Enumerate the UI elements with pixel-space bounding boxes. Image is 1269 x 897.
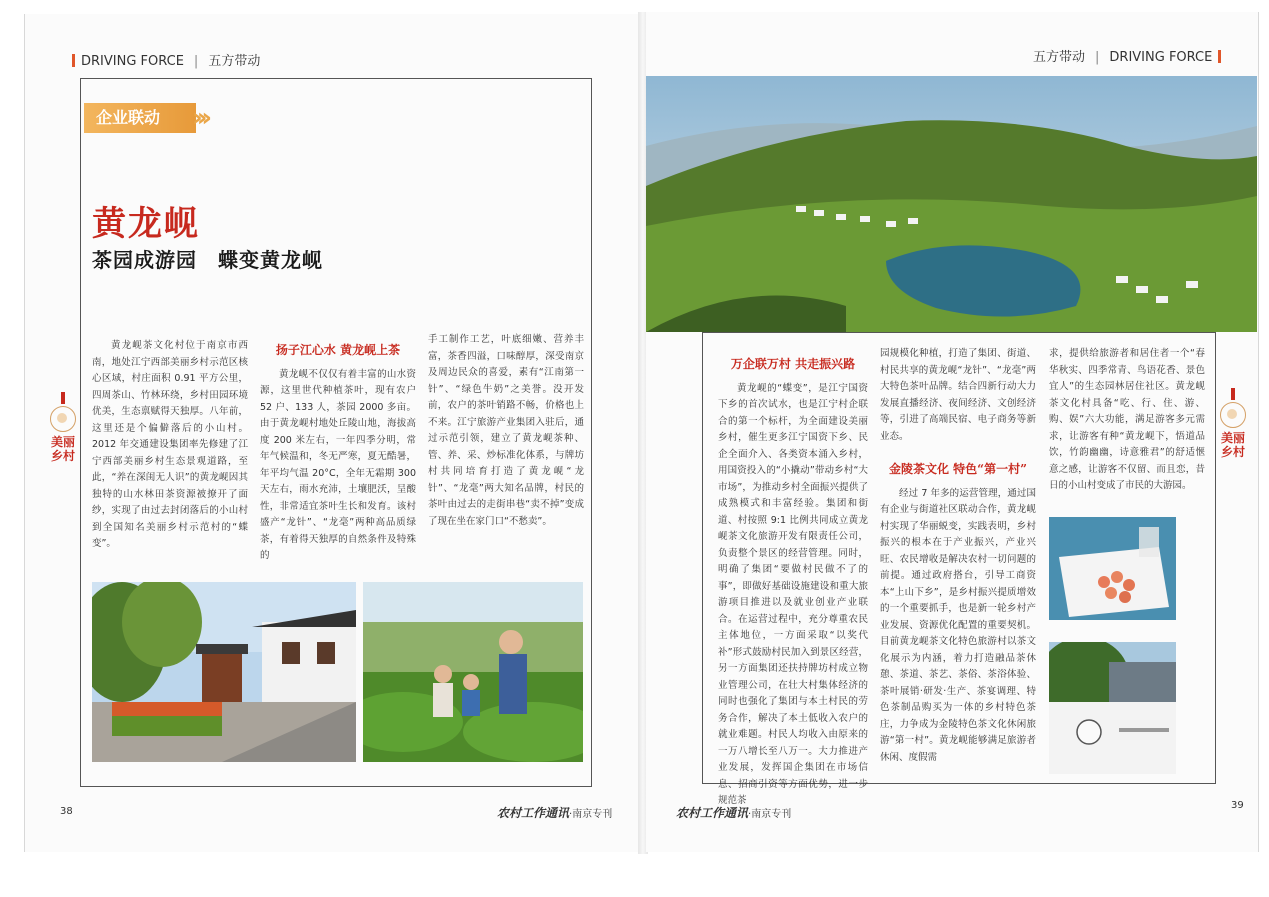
left-footer bbox=[497, 804, 612, 821]
tag-chevron-icon: ››› bbox=[192, 103, 207, 133]
village-gate-photo bbox=[92, 582, 356, 762]
right-col-1 bbox=[718, 352, 868, 810]
right-header bbox=[1033, 46, 1227, 65]
header-separator: | bbox=[1095, 50, 1100, 65]
logo-line-2: 乡村 bbox=[1220, 445, 1245, 459]
logo-line-1: 美丽 bbox=[1220, 431, 1245, 445]
article-subtitle: 茶园成游园 蝶变黄龙岘 bbox=[92, 248, 323, 272]
meili-xiangcun-logo-right bbox=[1218, 388, 1248, 459]
logo-line-1: 美丽 bbox=[50, 435, 75, 449]
right-col-3 bbox=[1049, 346, 1205, 495]
right-col-1-text: 黄龙岘的“蝶变”，是江宁国资下乡的首次试水，也是江宁村企联合的第一个标杆，为全面建设美丽乡村，催生更多江宁国资下乡、民企全面介入、各类资本涌入乡村，用国资投入的“小撬动”带动乡村“大市场”，为推动乡村全面振兴提供了成熟模式和丰富经验。集团和街道、村按照 9:1 比例共同成立黄龙岘茶文化旅游开发有限责任公司，负责整个景区的经营管理。同时，明确了集团“要做村民做不了的事”，即做好基础设施建设和重大旅游项目推进以及就业创业产业联合。在运营过程中，充分尊重农民主体地位，一方面采取“以奖代补”形式鼓励村民加入到景区经营，另一方面集团还扶持牌坊村成立物业管理公司，在壮大村集体经济的同时也强化了集团与本土村民的劳务合作，解决了本土低收入农户的就业难题。村民人均收入由原来的一万八增长至八万一。大力推进产业发展，发挥国企集团在市场信息、招商引资等方面优势，进一步规范茶 bbox=[718, 382, 868, 806]
tea-picking-photo bbox=[363, 582, 583, 762]
article-title: 黄龙岘 bbox=[92, 204, 200, 244]
header-separator: | bbox=[193, 54, 199, 69]
right-col-2a-text: 园规模化种植，打造了集团、街道、村民共享的黄龙岘“龙针”、“龙毫”两大特色茶叶品牌。结合四新行动大力发展直播经济、夜间经济、文创经济等，引进了高端民宿、电子商务等新业态。 bbox=[880, 348, 1036, 442]
footer-issue: ·南京专刊 bbox=[569, 809, 613, 820]
right-footer bbox=[676, 804, 791, 821]
tea-dish-photo bbox=[1049, 517, 1176, 620]
header-mark bbox=[72, 54, 75, 67]
right-col-2b-text: 经过 7 年多的运营管理，通过国有企业与街道社区联动合作，黄龙岘村实现了华丽蜕变，实践表明，乡村振兴的根本在于产业振兴，产业兴旺、农民增收是解决农村一切问题的前提。通过政府搭台，引导工商资本“上山下乡”，是乡村振兴提质增效的一个重要抓手，也是新一轮乡村产业发展、资源优化配置的重要契机。目前黄龙岘茶文化特色旅游村以茶文化展示为内涵，着力打造融品茶休憩、茶道、茶艺、茶俗、茶浴体验、茶叶展销·研发·生产、茶宴调理、特色茶制品购买为一体的乡村特色茶庄，力争成为金陵特色茶文化休闲旅游“第一村”。黄龙岘能够满足旅游者休闲、度假需 bbox=[880, 487, 1036, 763]
section-heading: 扬子江心水 黄龙岘上茶 bbox=[275, 343, 401, 357]
right-col-3-text: 求，提供给旅游者和居住者一个“春华秋实、四季常青、鸟语花香、景色宜人”的生态园林居住社区。黄龙岘茶文化村具备“吃、行、住、游、购、娱”六大功能，满足游客多元需求，让游客有种“黄龙岘下，悟道品饮，竹韵幽幽，诗意雅君”的舒适惬意之感，让游客不仅留、而且恋，昔日的小山村变成了市民的大游园。 bbox=[1049, 348, 1205, 491]
section-tag: 企业联动 bbox=[84, 103, 196, 133]
right-col-2 bbox=[880, 346, 1036, 766]
aerial-village-photo bbox=[646, 76, 1257, 332]
left-header bbox=[66, 50, 260, 69]
header-en: DRIVING FORCE bbox=[81, 54, 184, 69]
logo-bar bbox=[61, 392, 65, 404]
logo-emblem-icon bbox=[50, 406, 76, 432]
left-col-1-text: 黄龙岘茶文化村位于南京市西南，地处江宁西部美丽乡村示范区核心区域，村庄面积 0.91 平方公里，四周茶山、竹林环绕，乡村田园环境优美，生态禀赋得天独厚。八年前，这里还是个偏僻落后的小山村。2012 年交通建设集团率先修建了江宁西部美丽乡村生态景观道路，至此，“养在深闺无人识”的黄龙岘因其独特的山水林田茶资源被撩开了面纱，实现了由过去封闭落后的小山村到全国知名美丽乡村示范村的“蝶变”。 bbox=[92, 340, 248, 549]
logo-line-2: 乡村 bbox=[50, 449, 75, 463]
header-cn: 五方带动 bbox=[208, 54, 261, 69]
left-col-1 bbox=[92, 338, 248, 553]
left-page-number: 38 bbox=[60, 806, 73, 817]
left-col-2-text: 黄龙岘不仅仅有着丰富的山水资源，这里世代种植茶叶，现有农户 52 户、133 人，茶园 2000 多亩。由于黄龙岘村地处丘陵山地，海拔高度 200 米左右，一年四季分明，常年气候温和，冬无严寒，夏无酷暑，年平均气温 20°C，全年无霜期 300 天左右，雨水充沛，土壤肥沃，呈酸性，非常适宜茶叶生长和发育。该村盛产“龙针”、“龙毫”两种高品质绿茶，有着得天独厚的自然条件及特殊的 bbox=[260, 368, 416, 561]
teahouse-building-photo bbox=[1049, 642, 1176, 774]
meili-xiangcun-logo-left bbox=[48, 392, 78, 463]
left-col-3 bbox=[428, 332, 584, 530]
header-mark bbox=[1218, 50, 1221, 63]
left-col-3-text: 手工制作工艺，叶底细嫩、营养丰富，茶香四溢，口味醇厚，深受南京及周边民众的喜爱，素有“江南第一针”、“绿色牛奶”之美誉。没开发前，农户的茶叶销路不畅，价格也上不来。江宁旅游产业集团入驻后，通过示范引领，建立了黄龙岘茶种、管、养、采、炒标准化体系，与牌坊村共同培育打造了黄龙岘“龙针”、“龙毫”两大知名品牌，村民的茶叶由过去的走街串巷“卖不掉”变成了现在坐在家门口“不愁卖”。 bbox=[428, 334, 584, 527]
logo-bar bbox=[1231, 388, 1235, 400]
footer-issue: ·南京专刊 bbox=[748, 809, 792, 820]
footer-brand: 农村工作通讯 bbox=[497, 806, 570, 820]
section-heading: 金陵茶文化 特色“第一村” bbox=[889, 462, 1027, 476]
left-col-2 bbox=[260, 338, 416, 565]
logo-emblem-icon bbox=[1220, 402, 1246, 428]
right-page-number: 39 bbox=[1231, 800, 1244, 811]
section-heading: 万企联万村 共走振兴路 bbox=[730, 357, 856, 371]
footer-brand: 农村工作通讯 bbox=[676, 806, 749, 820]
header-en: DRIVING FORCE bbox=[1109, 50, 1213, 65]
header-cn: 五方带动 bbox=[1033, 50, 1086, 65]
